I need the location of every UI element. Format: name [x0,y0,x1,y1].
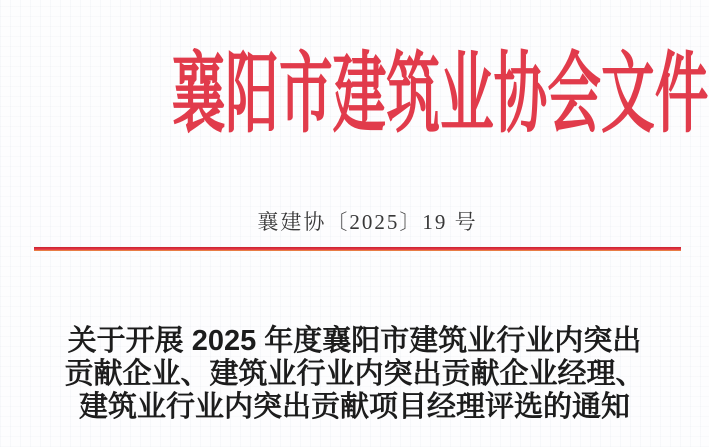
notice-title-line-1: 关于开展 2025 年度襄阳市建筑业行业内突出 [67,325,642,357]
doc-number: 襄建协〔2025〕19 号 [257,210,478,234]
notice-title [0,325,709,424]
notice-title-line-3: 建筑业行业内突出贡献项目经理评选的通知 [78,391,630,423]
red-divider-line [34,247,681,251]
document-red-header [0,47,709,144]
org-title: 襄阳市建筑业协会文件 [171,47,709,144]
notice-title-line-2: 贡献企业、建筑业行业内突出贡献企业经理、 [64,358,645,390]
